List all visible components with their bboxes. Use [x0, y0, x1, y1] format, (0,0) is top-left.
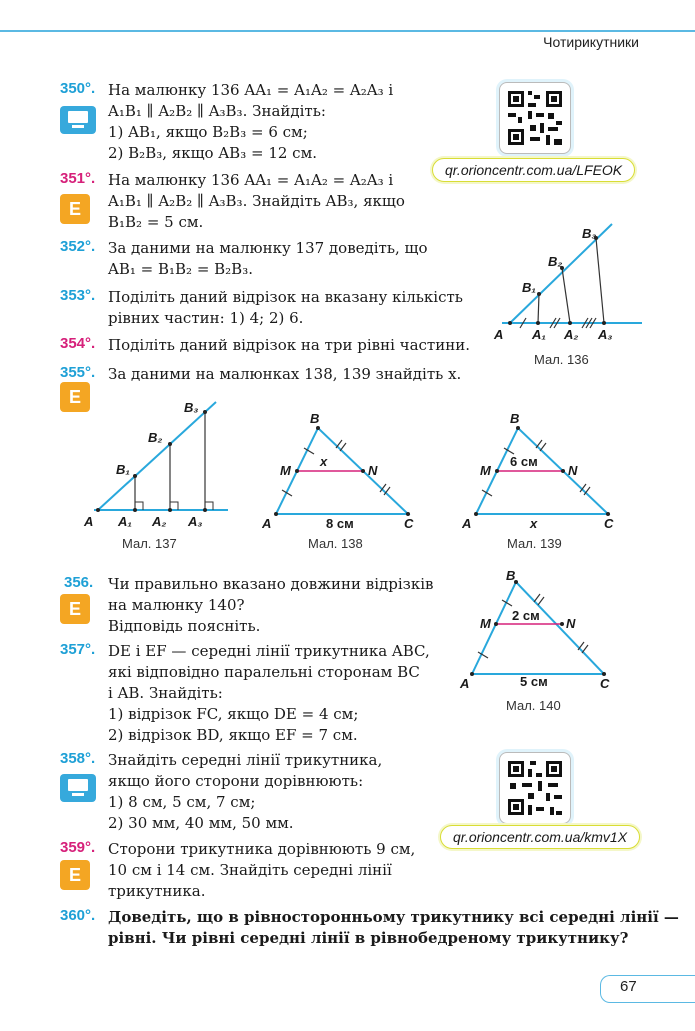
ray-line: [98, 402, 216, 510]
problem-356-text: Чи правильно вказано довжини відрізків на малюнку 140? Відповідь поясніть.: [108, 575, 434, 635]
length-label: 2 см: [512, 608, 540, 623]
problem-number-360: 360°.: [60, 907, 96, 924]
problem-number-356: 356.: [64, 574, 94, 591]
point-label: A: [494, 327, 504, 342]
figure-caption: Мал. 137: [122, 536, 177, 551]
problem-354-text: Поділіть даний відрізок на три рівні частини.: [108, 336, 470, 354]
point-label: B: [310, 411, 320, 426]
e-icon: E: [60, 594, 90, 624]
problem-357-text: DE і EF — середні лінії трикутника ABC, які відповідно паралельні сторонам BC і AB. Знайдіть: 1) відрізок FC, якщо DE = 4 см; 2) відрізок BD, якщо EF = 7 см.: [108, 642, 430, 744]
figure-caption: Мал. 136: [534, 352, 589, 367]
point-label: N: [368, 463, 378, 478]
point-label: M: [480, 616, 491, 631]
qr-link-2[interactable]: qr.orioncentr.com.ua/kmv1X: [440, 825, 640, 849]
problem-360-text: Доведіть, що в рівносторонньому трикутнику всі середні лінії — рівні. Чи рівні середні лінії в рівнобедреному трикутнику?: [108, 908, 679, 947]
figure-140: [458, 566, 618, 694]
problem-number-358: 358°.: [60, 750, 96, 767]
figure-138: [262, 408, 422, 533]
segment: [596, 238, 604, 323]
figure-caption: Мал. 138: [308, 536, 363, 551]
point-label: A₂: [564, 327, 579, 342]
point-label: A₃: [598, 327, 613, 342]
problem-352-text: За даними на малюнку 137 доведіть, що AB₁ = B₁B₂ = B₂B₃.: [108, 239, 428, 278]
length-label: 8 см: [326, 516, 354, 531]
header-rule: [0, 30, 695, 32]
point-label: A₁: [118, 514, 132, 529]
point-label: A: [460, 676, 470, 691]
problem-number-355: 355°.: [60, 364, 96, 381]
point-label: M: [280, 463, 291, 478]
problem-355-text: За даними на малюнках 138, 139 знайдіть x.: [108, 365, 462, 383]
section-title: Чотирикутники: [543, 34, 639, 50]
point-label: B₂: [548, 254, 563, 269]
figure-caption: Мал. 140: [506, 698, 561, 713]
problem-350-text: На малюнку 136 AA₁ = A₁A₂ = A₂A₃ і A₁B₁ ∥ A₂B₂ ∥ A₃B₃. Знайдіть: 1) AB₁, якщо B₂B₃ = 6 см; 2) B₂B₃, якщо AB₃ = 12 см.: [108, 81, 394, 162]
problem-number-350: 350°.: [60, 80, 96, 97]
problem-number-359: 359°.: [60, 839, 96, 856]
length-label: x: [320, 454, 328, 469]
length-label: x: [530, 516, 538, 531]
segment: [562, 268, 570, 323]
problem-number-353: 353°.: [60, 287, 96, 304]
e-icon: E: [60, 382, 90, 412]
problem-359-text: Сторони трикутника дорівнюють 9 см, 10 см і 14 см. Знайдіть середні лінії трикутника.: [108, 840, 416, 900]
page-number-frame: [600, 975, 695, 1003]
problem-number-354: 354°.: [60, 335, 96, 352]
problem-351-text: На малюнку 136 AA₁ = A₁A₂ = A₂A₃ і A₁B₁ ∥ A₂B₂ ∥ A₃B₃. Знайдіть AB₃, якщо B₁B₂ = 5 см.: [108, 171, 405, 231]
point-label: A₃: [188, 514, 203, 529]
figure-caption: Мал. 139: [507, 536, 562, 551]
segment: [538, 294, 539, 323]
point-label: N: [566, 616, 576, 631]
point-label: A: [262, 516, 272, 531]
point-label: C: [604, 516, 614, 531]
point-label: A: [84, 514, 94, 529]
page-number: 67: [620, 978, 637, 995]
point-label: A₁: [532, 327, 546, 342]
e-icon: E: [60, 860, 90, 890]
problem-353-text: Поділіть даний відрізок на вказану кількість рівних частин: 1) 4; 2) 6.: [108, 288, 463, 327]
qr-link-1[interactable]: qr.orioncentr.com.ua/LFEOK: [432, 158, 635, 182]
e-icon: E: [60, 194, 90, 224]
figure-136: [490, 222, 655, 347]
problem-number-357: 357°.: [60, 641, 96, 658]
point-label: B₂: [148, 430, 163, 445]
qr-code: [499, 82, 571, 154]
point-label: A: [462, 516, 472, 531]
length-label: 5 см: [520, 674, 548, 689]
figure-139: [462, 408, 622, 533]
point-label: B: [510, 411, 520, 426]
point-label: N: [568, 463, 578, 478]
computer-icon: [60, 774, 96, 802]
point-label: A₂: [152, 514, 167, 529]
point-label: B₃: [184, 400, 199, 415]
figure-137: [80, 398, 240, 533]
point-label: M: [480, 463, 491, 478]
point-label: C: [600, 676, 610, 691]
qr-code: [499, 752, 571, 824]
problem-number-351: 351°.: [60, 170, 96, 187]
problem-358-text: Знайдіть середні лінії трикутника, якщо його сторони дорівнюють: 1) 8 см, 5 см, 7 см; 2) 30 мм, 40 мм, 50 мм.: [108, 751, 383, 832]
point-label: B₃: [582, 226, 597, 241]
length-label: 6 см: [510, 454, 538, 469]
computer-icon: [60, 106, 96, 134]
point-label: C: [404, 516, 414, 531]
point-label: B₁: [522, 280, 536, 295]
point-label: B₁: [116, 462, 130, 477]
point-label: B: [506, 568, 516, 583]
problem-number-352: 352°.: [60, 238, 96, 255]
